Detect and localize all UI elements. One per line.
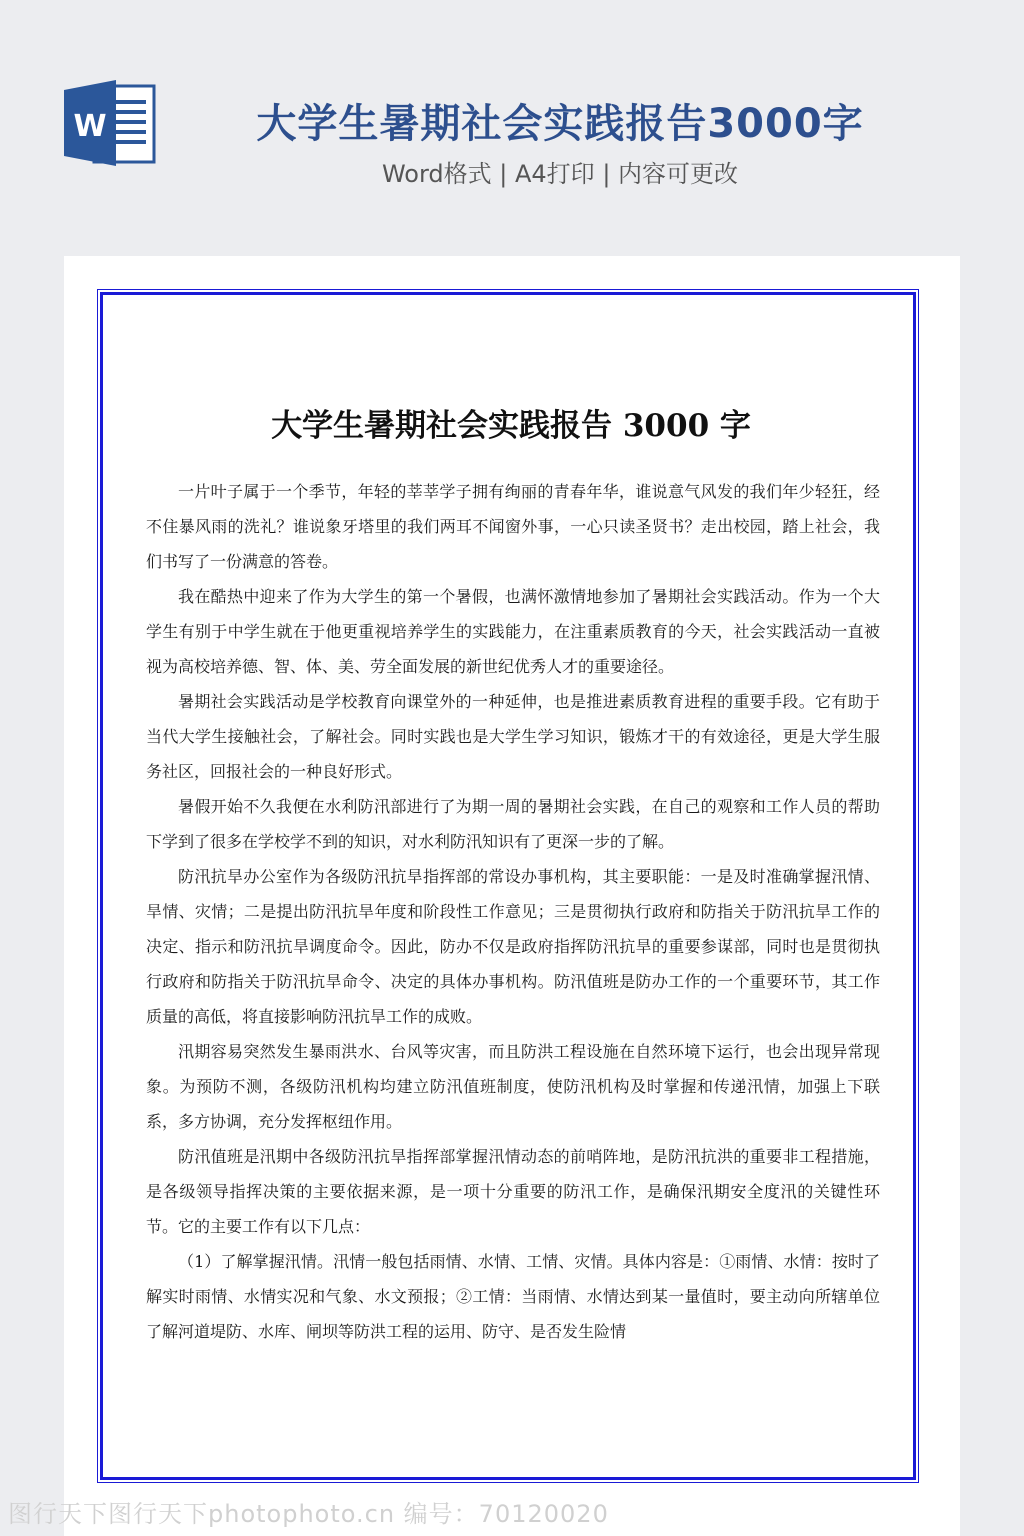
header xyxy=(0,0,1024,256)
document-title: 大学生暑期社会实践报告 3000 字 xyxy=(271,408,751,444)
document-body xyxy=(146,474,880,1349)
paragraph: 汛期容易突然发生暴雨洪水、台风等灾害，而且防洪工程设施在自然环境下运行，也会出现异常现象。为预防不测，各级防汛机构均建立防汛值班制度，使防汛机构及时掌握和传递汛情，加强上下联系，多方协调，充分发挥枢纽作用。 xyxy=(146,1042,880,1131)
header-title: 大学生暑期社会实践报告3000字 xyxy=(256,101,864,147)
paragraph: （1）了解掌握汛情。汛情一般包括雨情、水情、工情、灾情。具体内容是：①雨情、水情：按时了解实时雨情、水情实况和气象、水文预报；②工情：当雨情、水情达到某一量值时，要主动向所辖单位了解河道堤防、水库、闸坝等防洪工程的运用、防守、是否发生险情 xyxy=(146,1252,880,1341)
word-document-icon xyxy=(64,80,156,166)
paragraph: 暑期社会实践活动是学校教育向课堂外的一种延伸，也是推进素质教育进程的重要手段。它有助于当代大学生接触社会，了解社会。同时实践也是大学生学习知识，锻炼才干的有效途径，更是大学生服务社区，回报社会的一种良好形式。 xyxy=(146,692,880,781)
paragraph: 我在酷热中迎来了作为大学生的第一个暑假，也满怀激情地参加了暑期社会实践活动。作为一个大学生有别于中学生就在于他更重视培养学生的实践能力，在注重素质教育的今天，社会实践活动一直被视为高校培养德、智、体、美、劳全面发展的新世纪优秀人才的重要途径。 xyxy=(146,587,880,676)
paragraph: 防汛抗旱办公室作为各级防汛抗旱指挥部的常设办事机构，其主要职能：一是及时准确掌握汛情、旱情、灾情；二是提出防汛抗旱年度和阶段性工作意见；三是贯彻执行政府和防指关于防汛抗旱工作的决定、指示和防汛抗旱调度命令。因此，防办不仅是政府指挥防汛抗旱的重要参谋部，同时也是贯彻执行政府和防指关于防汛抗旱命令、决定的具体办事机构。防汛值班是防办工作的一个重要环节，其工作质量的高低，将直接影响防汛抗旱工作的成败。 xyxy=(146,867,880,1026)
header-subtitle: Word格式 | A4打印 | 内容可更改 xyxy=(381,160,739,188)
watermark: 图行天下图行天下photophoto.cn 编号：70120020 xyxy=(8,1500,609,1528)
paragraph: 暑假开始不久我便在水利防汛部进行了为期一周的暑期社会实践，在自己的观察和工作人员的帮助下学到了很多在学校学不到的知识，对水利防汛知识有了更深一步的了解。 xyxy=(146,797,880,851)
paragraph: 防汛值班是汛期中各级防汛抗旱指挥部掌握汛情动态的前哨阵地，是防汛抗洪的重要非工程措施，是各级领导指挥决策的主要依据来源，是一项十分重要的防汛工作，是确保汛期安全度汛的关键性环节。它的主要工作有以下几点： xyxy=(146,1147,880,1236)
word-icon-letter: W xyxy=(73,109,107,144)
paragraph: 一片叶子属于一个季节，年轻的莘莘学子拥有绚丽的青春年华，谁说意气风发的我们年少轻狂，经不住暴风雨的洗礼？谁说象牙塔里的我们两耳不闻窗外事，一心只读圣贤书？走出校园，踏上社会，我们书写了一份满意的答卷。 xyxy=(146,482,880,571)
